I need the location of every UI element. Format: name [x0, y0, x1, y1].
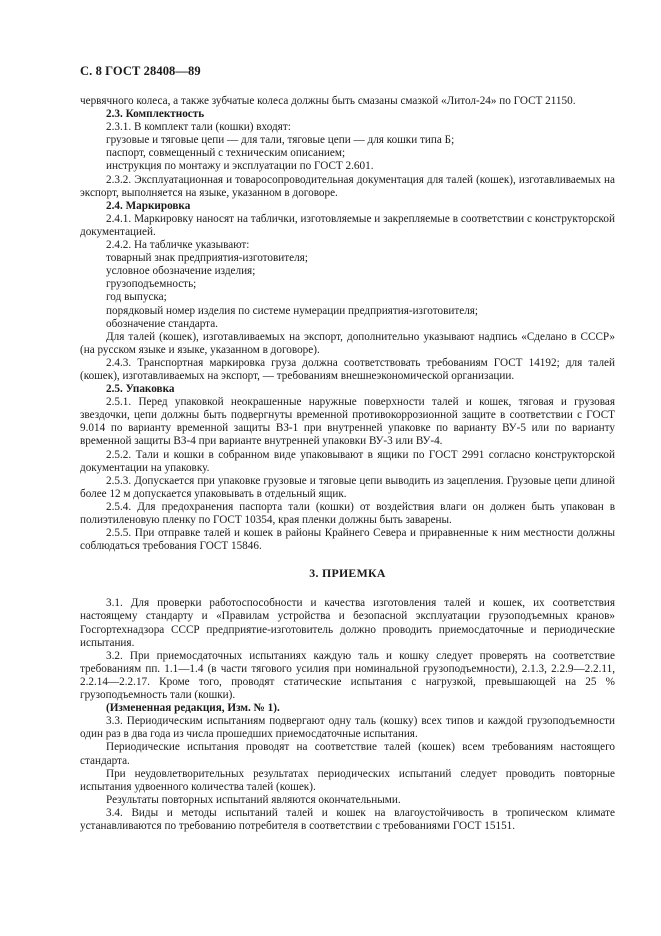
list-item: грузовые и тяговые цепи — для тали, тяговые цепи — для кошки типа Б;	[106, 134, 455, 147]
page-header: С. 8 ГОСТ 28408—89	[80, 64, 201, 78]
section-heading: 2.4. Маркировка	[106, 199, 191, 212]
list-item: паспорт, совмещенный с техническим описанием;	[106, 147, 346, 160]
paragraph: 3.4. Виды и методы испытаний талей и кошек на влагоустойчивость в тропическом климате устанавливаются по требованию потребителя в соответствии с требованиями ГОСТ 15151.	[80, 806, 615, 832]
paragraph: 2.5.1. Перед упаковкой неокрашенные наружные поверхности талей и кошек, тяговая и грузовая звездочки, цепи должны быть подвергнуты временной противокоррозионной защите в соответствии с ГОСТ 9.014 по варианту временной защиты ВЗ-1 при внутренней упаковке по варианту ВУ-5 или по варианту временной защиты ВЗ-4 при варианте внутренней упаковки ВУ-3 или ВУ-4.	[80, 396, 615, 448]
document-body	[80, 95, 615, 833]
list-item: товарный знак предприятия-изготовителя;	[106, 252, 308, 265]
paragraph: 3.2. При приемосдаточных испытаниях каждую таль и кошку следует проверять на соответствие требованиям пп. 1.1—1.4 (в части тягового усилия при номинальной грузоподъемности), 2.1.3, 2.2.9—2.2.11, 2.2.14—2.2.17. Кроме того, проводят статические испытания с нагрузкой, превышающей на 25 % грузоподъемность тали (кошки).	[80, 649, 615, 702]
paragraph: Результаты повторных испытаний являются окончательными.	[106, 793, 401, 806]
list-item: условное обозначение изделия;	[106, 265, 256, 278]
list-item: год выпуска;	[106, 291, 167, 304]
amendment-note: (Измененная редакция, Изм. № 1).	[106, 702, 280, 715]
paragraph: 2.5.2. Тали и кошки в собранном виде упаковывают в ящики по ГОСТ 2991 согласно конструкторской документации на упаковку.	[80, 448, 615, 474]
paragraph: 2.5.4. Для предохранения паспорта тали (кошки) от воздействия влаги он должен быть упакован в полиэтиленовую пленку по ГОСТ 10354, края пленки должны быть заварены.	[80, 500, 615, 526]
paragraph: Периодические испытания проводят на соответствие талей (кошек) всем требованиям настоящего стандарта.	[80, 741, 615, 767]
list-item: порядковый номер изделия по системе нумерации предприятия-изготовителя;	[106, 304, 479, 317]
paragraph: Для талей (кошек), изготавливаемых на экспорт, дополнительно указывают надпись «Сделано в СССР» (на русском языке и языке, указанном в договоре).	[80, 330, 615, 356]
paragraph: 2.5.3. Допускается при упаковке грузовые и тяговые цепи выводить из зацепления. Грузовые цепи длиной более 12 м допускается упаковывать в отдельный ящик.	[80, 474, 615, 500]
section-heading: 2.3. Комплектность	[106, 108, 205, 121]
paragraph: 2.4.2. На табличке указывают:	[106, 239, 250, 252]
list-item: инструкция по монтажу и эксплуатации по ГОСТ 2.601.	[106, 160, 374, 173]
section-heading: 2.5. Упаковка	[106, 383, 175, 396]
paragraph: 3.3. Периодическим испытаниям подвергают одну таль (кошку) всех типов и каждой грузоподъемности один раз в два года из числа прошедших приемосдаточные испытания.	[80, 715, 615, 741]
paragraph: 2.4.3. Транспортная маркировка груза должна соответствовать требованиям ГОСТ 14192; для талей (кошек), изготавливаемых на экспорт, — требованиям внешнеэкономической организации.	[80, 356, 615, 382]
paragraph: 2.5.5. При отправке талей и кошек в районы Крайнего Севера и приравненные к ним местности должны соблюдаться требования ГОСТ 15846.	[80, 527, 615, 553]
paragraph: 3.1. Для проверки работоспособности и качества изготовления талей и кошек, их соответствия настоящему стандарту и «Правилам устройства и безопасной эксплуатации грузоподъемных кранов» Госгортехнадзора СССР предприятие-изготовитель должно проводить приемосдаточные и периодические испытания.	[80, 597, 615, 649]
chapter-title: 3. ПРИЕМКА	[309, 566, 386, 581]
paragraph: 2.3.2. Эксплуатационная и товаросопроводительная документация для талей (кошек), изготавливаемых на экспорт, выполняется на языке, указанном в договоре.	[80, 173, 615, 199]
paragraph: 2.4.1. Маркировку наносят на таблички, изготовляемые и закрепляемые в соответствии с конструкторской документацией.	[80, 212, 615, 238]
paragraph: червячного колеса, а также зубчатые колеса должны быть смазаны смазкой «Литол-24» по ГОСТ 21150.	[80, 95, 576, 107]
list-item: грузоподъемность;	[106, 278, 197, 291]
list-item: обозначение стандарта.	[106, 317, 218, 330]
paragraph: При неудовлетворительных результатах периодических испытаний следует проводить повторные испытания удвоенного количества талей (кошек).	[80, 767, 615, 793]
paragraph: 2.3.1. В комплект тали (кошки) входят:	[106, 121, 291, 134]
